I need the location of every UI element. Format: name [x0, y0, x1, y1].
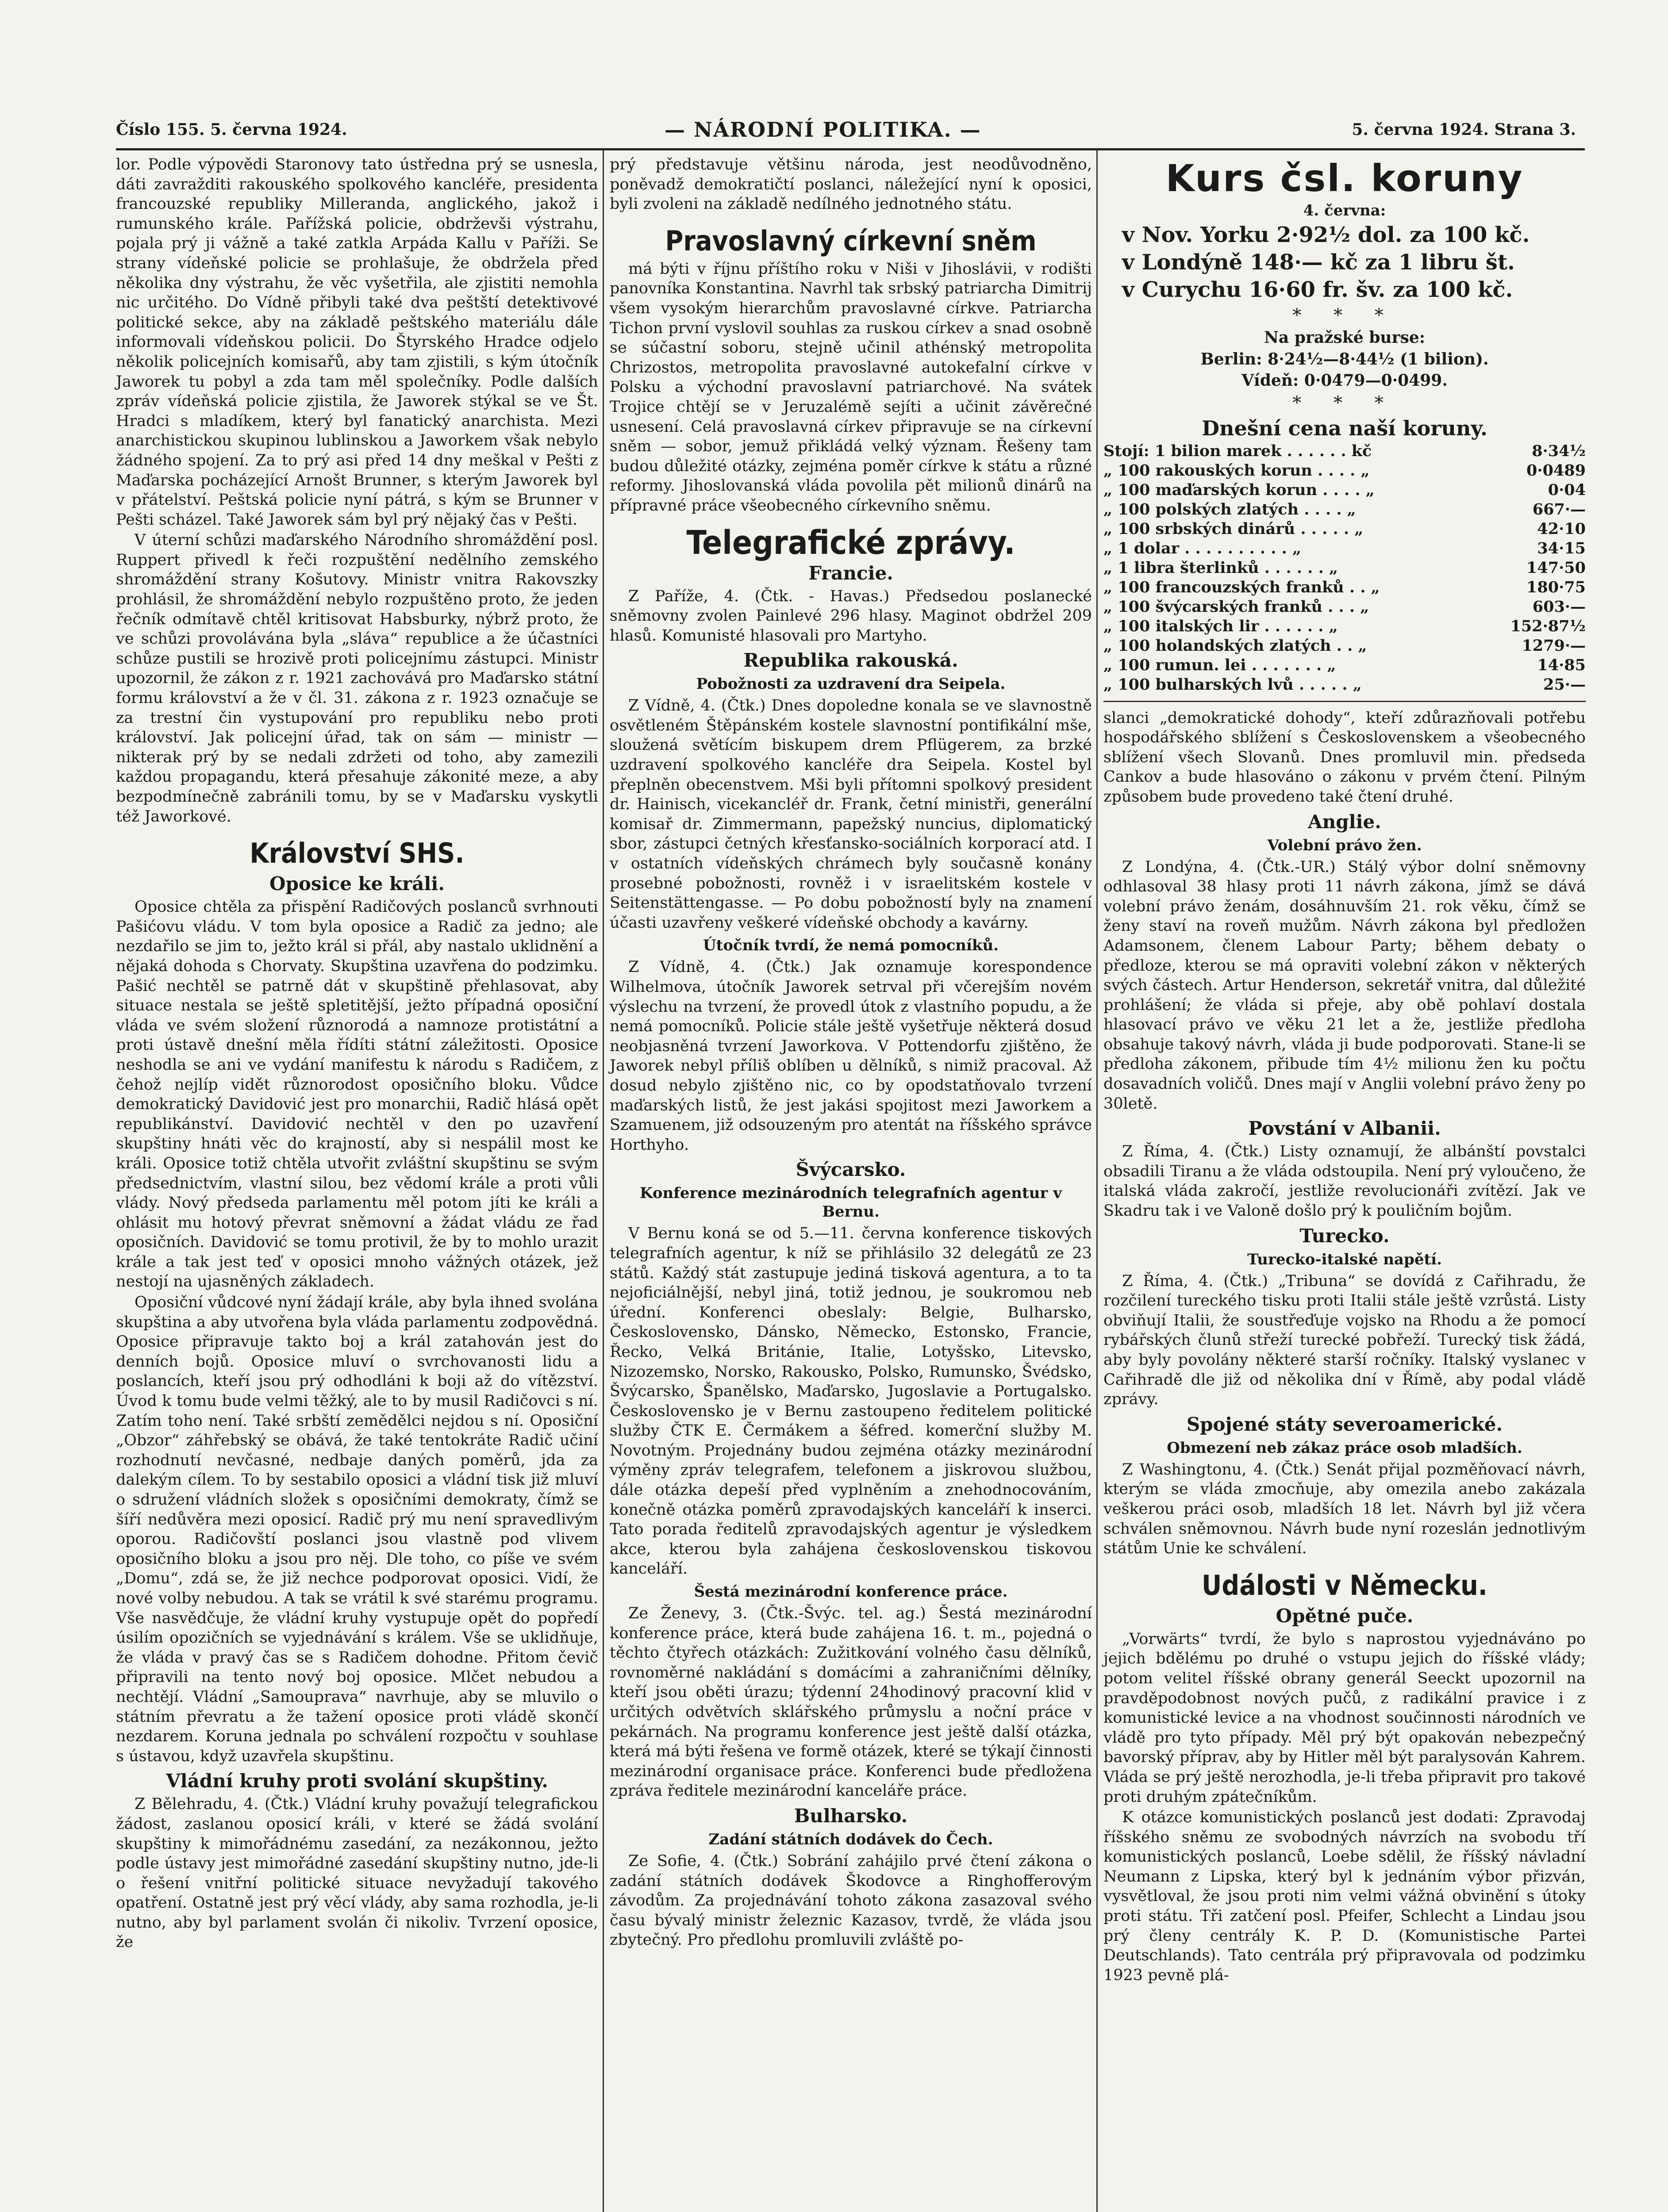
rate-label: „ 1 libra šterlinků . . . . . . „	[1103, 558, 1338, 577]
exchange-rate-line: v Londýně 148·— kč za 1 libru št.	[1122, 250, 1515, 275]
column-3	[1103, 155, 1586, 1986]
currency-rates-table	[1103, 442, 1586, 695]
table-row	[1103, 617, 1586, 636]
article-paragraph: V úterní schůzi maďarského Národního shromáždění posl. Ruppert přivedl k řeči rozpuštění nedělního zemského shromáždění strany Košutovy. Ministr vnitra Rakovszky prohlásil, že shromáždění nebylo rozpuštěno proto, že jeden řečník odmítavě chtěl kritisovat Habsburky, nýbrž proto, že ve schůzi provolávána byla „sláva“ republice a že účastníci schůze pustili se hrozivě proti policejnímu zástupci. Ministr upozornil, že zákon z r. 1921 zachovává pro Maďarsko státní formu království a že v čl. 31. zákona z r. 1923 označuje se za trestní čin vystupování pro republiku nebo proti království. Jak policejní úřad, tak on sám — ministr — nikterak prý by se nedali zdržeti od toho, aby zamezili každou propagandu, která přesahuje zákonité meze, a aby bezpodmínečně zabránili tomu, by se v Maďarsku vyskytli též Jaworkové.	[116, 531, 598, 826]
rates-table-title: Dnešní cena naší koruny.	[1202, 416, 1487, 440]
section-title: Pravoslavný církevní sněm	[665, 224, 1037, 257]
rate-label: „ 100 švýcarských franků . . . „	[1103, 597, 1369, 616]
issue-number: Číslo 155. 5. června 1924.	[116, 120, 347, 139]
exchange-rate-line: v Curychu 16·60 fr. šv. za 100 kč.	[1122, 277, 1513, 302]
article-heading: Opětné puče.	[1276, 1605, 1414, 1627]
rate-value: 603·—	[1532, 597, 1586, 616]
rate-label: „ 100 srbských dinárů . . . . . „	[1103, 519, 1364, 538]
table-row	[1103, 578, 1586, 597]
rate-value: 147·50	[1526, 558, 1586, 577]
article-paragraph: Ze Sofie, 4. (Čtk.) Sobrání zahájilo prvé čtení zákona o zadání státních dodávek Škodovce a Ringhofferovým závodům. Za projednávání tohoto zákona zasazoval svého času bývalý ministr železnic Kazasov, tvrdě, že vláda jsou zbytečný. Pro předlohu promluvili zvláště po-	[610, 1852, 1092, 1949]
rate-value: 14·85	[1537, 656, 1586, 674]
rate-label: Stojí: 1 bilion marek . . . . . . kč	[1103, 442, 1372, 460]
article-heading: Vládní kruhy proti svolání skupštiny.	[166, 1770, 548, 1792]
rate-label: „ 1 dolar . . . . . . . . . . „	[1103, 539, 1302, 557]
article-heading: Povstání v Albanii.	[1248, 1118, 1441, 1140]
article-heading: Oposice ke králi.	[269, 873, 445, 895]
article-subheading: Obmezení neb zákaz práce osob mladších.	[1167, 1439, 1522, 1457]
table-row	[1103, 656, 1586, 675]
article-paragraph: Z Washingtonu, 4. (Čtk.) Senát přijal pozměňovací návrh, kterým se vláda zmocňuje, aby omezila anebo zakázala veškerou práci osob, mladších 18 let. Návrh byl již včera schválen sněmovnou. Návrh bude nyní rozeslán jednotlivým státům Unie ke schválení.	[1103, 1460, 1586, 1558]
rate-value: 0·0489	[1526, 461, 1586, 480]
article-heading: Bulharsko.	[794, 1805, 908, 1827]
table-row	[1103, 675, 1586, 695]
separator-stars: * * *	[1292, 392, 1397, 413]
column-divider	[1096, 150, 1098, 2212]
article-paragraph: Z Vídně, 4. (Čtk.) Jak oznamuje korespondence Wilhelmova, útočník Jaworek setrval při včerejším novém výslechu na tvrzení, že provedl útok z vlastního popudu, a že nemá pomocníků. Policie stále ještě vyšetřuje některá dosud neobjasněná tvrzení Jaworkova. V Pottendorfu zjištěno, že Jaworek nebyl příliš oblíben u dělníků, s nimiž pracoval. Až dosud nebylo zjištěno nic, co by opodstatňovalo tvrzení maďarských listů, že jest jakási spojitost mezi Jaworkem a Szamuenem, již odsouzeným pro atentát na říšského správce Horthyho.	[610, 958, 1092, 1154]
section-title: Království SHS.	[250, 837, 465, 870]
rate-value: 42·10	[1537, 519, 1586, 538]
article-paragraph: Oposiční vůdcové nyní žádají krále, aby byla ihned svolána skupština a aby utvořena byla vláda parlamentu zodpovědná. Oposice připravuje takto boj a král zatahován jest do denních bojů. Oposice mluví o svrchovanosti lidu a poslancích, kteří jsou prý odhodláni k boji až do vítězství. Úvod k tomu bude velmi těžký, ale to by musil Radičovci s ní. Zatím toho není. Také srbští zemědělci nejdou s ní. Oposiční „Obzor“ záhřebský se obává, že také tentokráte Radič učiní rozhodnutí nevčasné, nedbaje daných poměrů, jda za dalekým cílem. To by sestabilo oposici a vládní tisk již mluví o sdružení vládních složek s oposičními demokraty, čímž se šíří nedůvěra mezi oposicí. Radič prý mu není spravedlivým oporou. Radičovští poslanci jsou vlastně pod vlivem oposičního bloku a jsou pro něj. Dle toho, co píše ve svém „Domu“, zdá se, že již nechce podporovat oposici. Vidí, že nové volby nebudou. A tak se vrátil k své starému programu. Vše nasvědčuje, že vládní kruhy vystupuje opět do popředí úsilím opozičních se vyjednávání s králem. Vše se uklidňuje, že vláda v pravý čas se s Radičem dohodne. Přitom čevič připravili na tento nový boj oposice. Mlčet nebudou a nechtějí. Vládní „Samouprava“ navrhuje, aby se mluvilo o státním převratu a že tažení oposice proti vládě skončí nezdarem. Koruna jednala po schválení rozpočtu v souhlase s ústavou, když uzavřela skupštinu.	[116, 1294, 598, 1765]
article-heading: Švýcarsko.	[796, 1159, 906, 1181]
column-2	[610, 155, 1092, 1951]
article-paragraph: má býti v říjnu příštího roku v Niši v Jihoslávii, v rodišti panovníka Konstantina. Navrhl tak srbský patriarcha Dimitrij všem vysokým hierarchům pravoslavné církve. Patriarcha Tichon první vyslovil souhlas za ruskou církev a snad osobně se súčastní soboru, stejně učinil athénský metropolita Chrizostos, metropolita pravoslavné autokefalní církve v Polsku a východní pravoslavní patriarchové. Na svátek Trojice chtějí se v Jeruzalémě sejíti a učinit závěrečné usnesení. Celá pravoslavná církev připravuje se na církevní sněm — sobor, jemuž přikládá velký význam. Řešeny tam budou důležité otázky, zejména poměr církve k státu a různé reformy. Jihoslovanská vláda povolila pět milionů dinárů na přípravné práce všeobecného církevního sněmu.	[610, 260, 1092, 515]
article-heading: Anglie.	[1308, 810, 1381, 833]
table-row	[1103, 519, 1586, 539]
column-1	[116, 155, 598, 1953]
rate-label: „ 100 holandských zlatých . . „	[1103, 636, 1367, 655]
article-subheading: Šestá mezinárodní konference práce.	[694, 1583, 1008, 1601]
article-paragraph: Z Bělehradu, 4. (Čtk.) Vládní kruhy považují telegrafickou žádost, zaslanou oposicí králi, v které se žádá svolání skupštiny k mimořádnému zasedání, za nezákonnou, ježto podle ústavy jest mimořádné zasedání skupštiny nutno, jde-li o řešení vnitřní politické situace nevyžadují takového opatření. Ostatně jest prý věcí vlády, aby sama rozhodla, je-li nutno, aby byl parlament svolán či nikoliv. Tvrzení oposice, že	[116, 1795, 598, 1951]
article-subheading: Útočník tvrdí, že nemá pomocníků.	[703, 937, 999, 955]
article-heading: Francie.	[808, 562, 893, 584]
rate-value: 667·—	[1532, 500, 1586, 518]
article-heading: Spojené státy severoamerické.	[1186, 1413, 1503, 1435]
article-heading: Turecko.	[1299, 1225, 1390, 1247]
separator-stars: * * *	[1292, 305, 1397, 326]
article-paragraph: Oposice chtěla za přispění Radičových poslanců svrhnouti Pašićovu vládu. V tom byla oposice a Radič za jedno; ale nezdařilo se jim to, ježto král si přál, aby nastalo uklidnění a nějaká dohoda s Chorvaty. Skupština uzavřena do podzimku. Pašić nechtěl se patrně dát v skupštině přehlasovat, aby situace nestala se ještě spletitější, ježto případná oposiční vláda ve svém složení různorodá a namnoze protistátní a proti ústavě dnešní měla řídíti státní záležitosti. Oposice neshodla se ani ve vydání manifestu k národu s Radičem, z čehož nejlíp vidět různorodost oposičního bloku. Vůdce demokratický Davidović jest pro monarchii, Radič hlásá opět republikánství. Davidović nechtěl v den po uzavření skupštiny hnáti věc do krajností, aby si nespálil most ke králi. Oposice totiž chtěla utvořit zvláštní skupštinu se svým předsednictvím, vlastní silou, bez vědomí krále a proti vůli vlády. Nový předseda parlamentu měl potom jíti ke králi a ohlásit mu hotový převrat sněmovní a žádat vládu ze řad oposičních. Davidović se tomu protivil, že by to mohlo urazit krále a tak jest teď v oposici mnoho vážných otázek, jež nestojí na ujasněných základech.	[116, 898, 598, 1291]
table-row	[1103, 558, 1586, 578]
article-subheading: Volební právo žen.	[1267, 836, 1422, 854]
exchange-rate-title: Kurs čsl. koruny	[1165, 157, 1524, 200]
article-paragraph: Z Říma, 4. (Čtk.) Listy oznamují, že albánští povstalci obsadili Tiranu a že vláda odstoupila. Není prý vyloučeno, že italská vláda zakročí, jestliže revolucionáři zvítězí. Jak ve Skadru tak i ve Valoně došlo prý k pouličním bojům.	[1103, 1143, 1586, 1220]
article-paragraph: „Vorwärts“ tvrdí, že bylo s naprostou vyjednáváno po jejich bdělému po druhé o vstupu jejich do říšské vlády; potom velitel říšské obrany generál Seeckt upozornil na pravděpodobnost nových pučů, z radikální pravice i z komunistické levice a na vhodnost součinnosti národních ve vládě pro tyto případy. Měl prý být opakován nebezpečný bavorský příprav, aby by Hitler měl být paralysován Kahrem. Vláda se prý ještě nerozhodla, je-li třeba připravit pro takové proti druhým zpátečníkům.	[1103, 1630, 1586, 1806]
page-header	[116, 120, 1576, 147]
rate-value: 180·75	[1526, 578, 1586, 596]
article-paragraph: Z Říma, 4. (Čtk.) „Tribuna“ se dovídá z Cařihradu, že rozčilení tureckého tisku proti Italii stále ještě vzrůstá. Listy obviňují Italii, že soustřeďuje vojsko na Rhodu a že pomocí rybářských člunů střeží turecké pobřeží. Turecký tisk žádá, aby byly povolány některé starší ročníky. Italský vyslanec v Cařihradě dle již od několika dní v Římě, aby podal vládě zprávy.	[1103, 1272, 1586, 1409]
article-paragraph: Z Vídně, 4. (Čtk.) Dnes dopoledne konala se ve slavnostně osvětleném Štěpánském kostele slavnostní pontifikální mše, sloužená světícím biskupem drem Pflügerem, za brzké uzdravení spolkového kancléře dra Seipela. Kostel byl přeplněn obecenstvem. Mši byli přítomni spolkový president dr. Hainisch, vicekancléř dr. Frank, četní ministři, generální komisař dr. Zimmermann, papežský nuncius, diplomatický sbor, zástupci četných křesťansko-sociálních korporací atd. I v ostatních vídeňských chrámech byly současně konány prosebné pobožnosti, rovněž i v israelitském kostele v Seitenstättengasse. — Po dobu pobožností byly na znamení účasti uzavřeny veškeré vídeňské obchody a kavárny.	[610, 697, 1092, 932]
section-title: Telegrafické zprávy.	[686, 523, 1015, 562]
article-paragraph: Ze Ženevy, 3. (Čtk.-Švýc. tel. ag.) Šestá mezinárodní konference práce, která bude zahájena 16. t. m., pojedná o těchto čtyřech otázkách: Zužitkování volného času dělníků, rovnoměrné nakládání s domácími a zahraničními dělníky, kteří jsou oběti úrazu; týdenní 24hodinový pracovní klid v určitých odvětvích sklářského průmyslu a noční práce v pekárnách. Na programu konference jest ještě další otázka, která má býti řešena ve formě otázek, které se týkají činnosti mezinárodní organisace práce. Konferenci bude předložena zpráva ředitele mezinárodní kanceláře práce.	[610, 1605, 1092, 1800]
burse-berlin: Berlin: 8·24½—8·44½ (1 bilion).	[1200, 349, 1489, 369]
burse-vienna: Vídeň: 0·0479—0·0499.	[1241, 371, 1448, 390]
rate-label: „ 100 francouzských franků . . „	[1103, 578, 1380, 596]
rate-value: 34·15	[1537, 539, 1586, 557]
article-subheading: Pobožnosti za uzdravení dra Seipela.	[696, 675, 1006, 693]
rate-label: „ 100 rumun. lei . . . . . . . „	[1103, 656, 1336, 674]
exchange-rate-line: v Nov. Yorku 2·92½ dol. za 100 kč.	[1122, 222, 1530, 247]
rate-value: 0·04	[1548, 480, 1586, 499]
article-paragraph: Z Paříže, 4. (Čtk. - Havas.) Předsedou poslanecké sněmovny zvolen Painlevé 296 hlasy. Maginot obdržel 209 hlasů. Komunisté hlasovali pro Martyho.	[610, 587, 1092, 645]
section-title: Události v Německu.	[1202, 1569, 1487, 1601]
rate-label: „ 100 maďarských korun . . . . „	[1103, 480, 1375, 499]
rate-label: „ 100 bulharských lvů . . . . . „	[1103, 675, 1362, 694]
rate-label: „ 100 polských zlatých . . . . „	[1103, 500, 1356, 518]
rate-label: „ 100 rakouských korun . . . . „	[1103, 461, 1370, 480]
article-paragraph: Z Londýna, 4. (Čtk.-UR.) Stálý výbor dolní sněmovny odhlasoval 38 hlasy proti 11 návrh zákona, jímž se dává volební právo ženám, dosáhnuvším 21. rok věku, čímž se ženy staví na roveň mužům. Návrh zákona byl předložen Adamsonem, členem Labour Party; během debaty o předloze, kterou se má opraviti volební zákon v některých svých částech. Artur Henderson, sekretář vnitra, dal důležité prohlášení; že vláda si přeje, aby obě pohlaví dostala hlasovací právo ve věku 21 let a že, jestliže předloha obsahuje takový návrh, vláda ji bude podporovati. Stane-li se předloha zákonem, přibude tím 4½ milionu žen ku počtu dosavadních voličů. Dnes mají v Anglii volební právo ženy po 30letě.	[1103, 858, 1586, 1113]
table-row	[1103, 442, 1586, 461]
article-subheading: Konference mezinárodních telegrafních agentur v Bernu.	[640, 1184, 1062, 1221]
table-row	[1103, 480, 1586, 500]
table-row	[1103, 597, 1586, 617]
column-divider	[603, 150, 604, 2212]
exchange-date: 4. června:	[1303, 202, 1386, 219]
header-rule	[116, 148, 1585, 150]
rate-value: 1279·—	[1522, 636, 1586, 655]
table-row	[1103, 500, 1586, 519]
table-row	[1103, 461, 1586, 480]
table-row	[1103, 636, 1586, 656]
table-row	[1103, 539, 1586, 558]
section-rule	[1103, 701, 1586, 702]
rate-label: „ 100 italských lir . . . . . . „	[1103, 617, 1338, 635]
rate-value: 8·34½	[1532, 442, 1586, 460]
page-number: 5. června 1924. Strana 3.	[1352, 120, 1576, 139]
masthead: — NÁRODNÍ POLITIKA. —	[665, 118, 981, 142]
article-subheading: Turecko-italské napětí.	[1247, 1250, 1442, 1268]
article-paragraph: prý představuje většinu národa, jest neodůvodněno, poněvadž demokratičtí poslanci, náležející nyní k oposici, byli zvoleni na základě nedílného jednotného státu.	[610, 156, 1092, 213]
article-paragraph: V Bernu koná se od 5.—11. června konference tiskových telegrafních agentur, k níž se přihlásilo 32 delegátů ze 23 států. Každý stát zastupuje jediná tisková agentura, a to ta nejoficiálnější, nebyl jiná, totiž jednou, je soukromou neb úřední. Konferenci obeslaly: Belgie, Bulharsko, Československo, Dánsko, Německo, Estonsko, Francie, Řecko, Velká Británie, Italie, Lotyšsko, Litevsko, Nizozemsko, Norsko, Rakousko, Polsko, Rumunsko, Švédsko, Švýcarsko, Španělsko, Maďarsko, Jugoslavie a Portugalsko. Československo je v Bernu zastoupeno ředitelem politické služby ČTK E. Čermákem a šéfred. komerční služby M. Novotným. Projednány budou zejména otázky mezinárodní výměny zpráv telegrafem, telefonem a jiskrovou službou, dále otázka depeší před vyplněním a znehodnocováním, konečně otázka poměrů zpravodajských kanceláří k inserci. Tato porada ředitelů zpravodajských agentur je výsledkem akce, kterou byla zahájena československou tiskovou kanceláří.	[610, 1225, 1092, 1578]
article-paragraph: K otázce komunistických poslanců jest dodati: Zpravodaj říšského sněmu ze svobodných návrzích na svobodu tří komunistických poslanců, Loebe sdělil, že říšský návladní Neumann z Lipska, který byl k jednáním výbor přizván, vysvětloval, že jsou proti nim velmi vážná obvinění s útoky proti státu. Tři zatčení posl. Pfeifer, Schlecht a Lindau jsou prý členy centrály K. P. D. (Komunistische Partei Deutschlands). Tato centrála prý připravovala od podzimku 1923 pevně plá-	[1103, 1809, 1586, 1984]
rate-value: 25·—	[1543, 675, 1586, 694]
article-subheading: Zadání státních dodávek do Čech.	[708, 1830, 993, 1848]
article-heading: Republika rakouská.	[743, 649, 958, 672]
article-paragraph: slanci „demokratické dohody“, kteří zdůrazňovali potřebu hospodářského sblížení s Československem a všeobecného sblížení všech Slovanů. Dnes promluvil min. předseda Cankov a bude hlasováno o zákonu v prvém čtení. Pilným způsobem bude provedeno také čtení druhé.	[1103, 709, 1586, 806]
burse-heading: Na pražské burse:	[1264, 328, 1426, 347]
rate-value: 152·87½	[1510, 617, 1586, 635]
article-paragraph: lor. Podle výpovědi Staronovy tato ústředna prý se usnesla, dáti zavražditi rakouského spolkového kancléře, presidenta francouzské republiky Milleranda, anglického, jakož i rumunského krále. Pařížská policie, obdrževši výstrahu, pojala prý ji vážně a také zatkla Arpáda Kallu v Paříži. Se strany vídeňské policie se prohlašuje, že obdržela před několika dny výstrahu, že věc vyšetřila, ale zjistiti nemohla nic určitého. Do Vídně přibyli také dva peštští detektivové politické sekce, aby na základě peštského materiálu dále informovali vídeňskou policii. Do Štyrského Hradce odjelo několik policejních komisařů, aby tam zjistili, s kým útočník Jaworek tu pobyl a zda tam měl společníky. Podle dalších zpráv vídeňská policie zjistila, že Jaworek stýkal se ve Št. Hradci s mladíkem, který byl fanatický anarchista. Mezi anarchistickou skupinou lublinskou a Jaworkem však nebylo žádného spojení. Za to prý asi před 14 dny meškal v Pešti z Maďarska pocházející Arnošt Brunner, s kterým Jaworek byl v přátelství. Peštská policie nyní pátrá, s kým se Brunner v Pešti scházel. Také Jaworek sám byl prý nějaký čas v Pešti.	[116, 156, 598, 529]
